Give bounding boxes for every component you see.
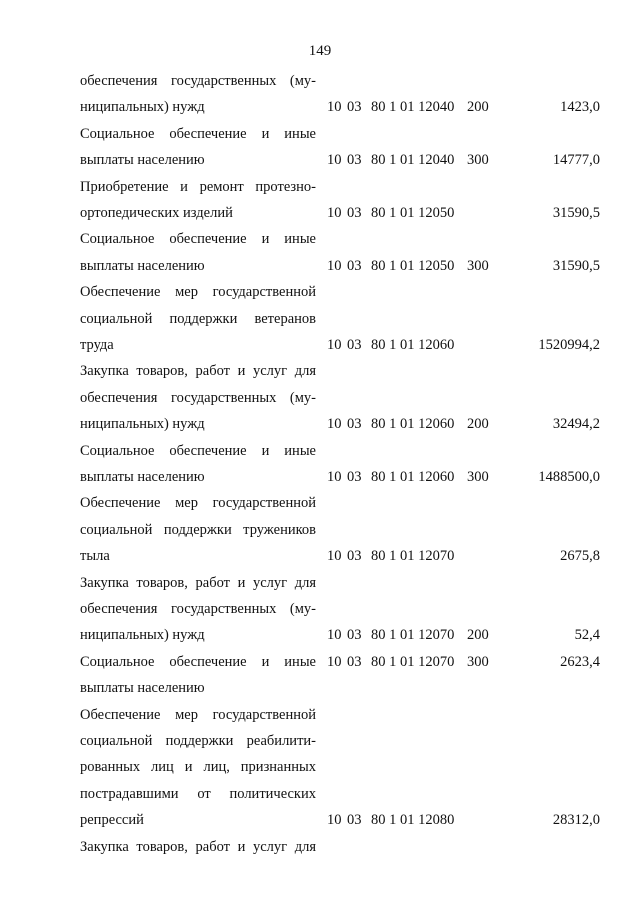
row-amount: 52,4: [574, 627, 600, 644]
subsection-code: 03: [347, 469, 362, 485]
table-row: [0, 358, 640, 384]
section-code: 10: [327, 627, 342, 644]
expense-type-code: 200: [467, 416, 489, 433]
table-row: [0, 306, 640, 332]
row-description: ниципальных) нужд: [80, 99, 205, 116]
target-article-code: 80 1 01 12060: [371, 337, 455, 353]
table-row: [0, 385, 640, 411]
table-row: [0, 438, 640, 464]
table-row: [0, 411, 640, 437]
row-description: выплаты населению: [80, 257, 205, 274]
table-row: [0, 834, 640, 860]
expense-type-code: 200: [467, 627, 489, 644]
row-description: тыла: [80, 548, 110, 565]
row-amount: 2675,8: [560, 548, 600, 565]
table-row: [0, 702, 640, 728]
expense-type-code: 300: [467, 257, 489, 274]
subsection-code: 03: [347, 152, 362, 169]
row-description: социальной поддержки тружеников: [80, 521, 316, 538]
row-description: репрессий: [80, 812, 144, 829]
target-article-code: 80 1 01 12040: [371, 99, 455, 116]
table-row: [0, 332, 640, 358]
row-description: Закупка товаров, работ и услуг для: [80, 363, 316, 380]
table-row: [0, 728, 640, 754]
table-row: [0, 807, 640, 833]
row-amount: 2623,4: [560, 653, 600, 670]
row-description: Приобретение и ремонт протезно-: [80, 178, 316, 195]
row-description: обеспечения государственных (му-: [80, 389, 316, 406]
section-code: 10: [327, 257, 342, 274]
row-amount: 14777,0: [552, 152, 600, 169]
subsection-code: 03: [347, 99, 362, 116]
table-row: [0, 253, 640, 279]
table-row: [0, 279, 640, 305]
expense-type-code: 300: [467, 469, 489, 485]
section-code: 10: [327, 653, 342, 670]
table-row: [0, 490, 640, 516]
section-code: 10: [327, 205, 342, 221]
target-article-code: 80 1 01 12070: [371, 627, 455, 644]
subsection-code: 03: [347, 205, 362, 221]
row-amount: 32494,2: [552, 416, 600, 433]
row-description: ниципальных) нужд: [80, 416, 205, 433]
row-description: Социальное обеспечение и иные: [80, 653, 316, 670]
row-description: Закупка товаров, работ и услуг для: [80, 838, 316, 855]
row-description: Обеспечение мер государственной: [80, 706, 316, 723]
table-row: [0, 174, 640, 200]
row-amount: 1488500,0: [538, 469, 600, 485]
table-row: [0, 570, 640, 596]
row-amount: 31590,5: [552, 257, 600, 274]
table-row: [0, 649, 640, 675]
table-row: [0, 147, 640, 173]
row-amount: 31590,5: [552, 205, 600, 221]
table-row: [0, 226, 640, 252]
row-description: социальной поддержки реабилити-: [80, 733, 316, 749]
target-article-code: 80 1 01 12050: [371, 257, 455, 274]
row-description: Обеспечение мер государственной: [80, 495, 316, 512]
target-article-code: 80 1 01 12070: [371, 653, 455, 670]
row-description: социальной поддержки ветеранов: [80, 310, 316, 327]
table-row: [0, 781, 640, 807]
target-article-code: 80 1 01 12050: [371, 205, 455, 221]
row-description: Социальное обеспечение и иные: [80, 125, 316, 142]
section-code: 10: [327, 548, 342, 565]
target-article-code: 80 1 01 12060: [371, 469, 455, 485]
section-code: 10: [327, 469, 342, 485]
target-article-code: 80 1 01 12070: [371, 548, 455, 565]
table-row: [0, 94, 640, 120]
row-description: ортопедических изделий: [80, 205, 233, 221]
target-article-code: 80 1 01 12080: [371, 812, 455, 829]
target-article-code: 80 1 01 12060: [371, 416, 455, 433]
table-row: [0, 121, 640, 147]
section-code: 10: [327, 416, 342, 433]
subsection-code: 03: [347, 337, 362, 353]
section-code: 10: [327, 99, 342, 116]
subsection-code: 03: [347, 812, 362, 829]
table-row: [0, 675, 640, 701]
row-description: обеспечения государственных (му-: [80, 73, 316, 89]
row-description: обеспечения государственных (му-: [80, 601, 316, 617]
row-description: рованных лиц и лиц, признанных: [80, 759, 316, 776]
table-row: [0, 200, 640, 226]
table-row: [0, 68, 640, 94]
subsection-code: 03: [347, 653, 362, 670]
row-description: Социальное обеспечение и иные: [80, 442, 316, 459]
page-number: 149: [308, 43, 332, 59]
expense-type-code: 200: [467, 99, 489, 116]
row-description: пострадавшими от политических: [80, 785, 316, 802]
expense-type-code: 300: [467, 152, 489, 169]
subsection-code: 03: [347, 548, 362, 565]
row-description: выплаты населению: [80, 680, 205, 697]
row-description: выплаты населению: [80, 152, 205, 169]
table-row: [0, 622, 640, 648]
row-amount: 1423,0: [560, 99, 600, 116]
table-row: [0, 596, 640, 622]
row-amount: 1520994,2: [538, 337, 600, 353]
section-code: 10: [327, 812, 342, 829]
row-description: ниципальных) нужд: [80, 627, 205, 644]
row-description: Обеспечение мер государственной: [80, 284, 316, 301]
section-code: 10: [327, 337, 342, 353]
subsection-code: 03: [347, 627, 362, 644]
row-description: выплаты населению: [80, 469, 205, 485]
row-amount: 28312,0: [552, 812, 600, 829]
expense-type-code: 300: [467, 653, 489, 670]
table-row: [0, 754, 640, 780]
target-article-code: 80 1 01 12040: [371, 152, 455, 169]
subsection-code: 03: [347, 416, 362, 433]
table-row: [0, 543, 640, 569]
row-description: труда: [80, 337, 114, 353]
subsection-code: 03: [347, 257, 362, 274]
section-code: 10: [327, 152, 342, 169]
table-row: [0, 464, 640, 490]
table-row: [0, 517, 640, 543]
row-description: Закупка товаров, работ и услуг для: [80, 574, 316, 591]
row-description: Социальное обеспечение и иные: [80, 231, 316, 248]
